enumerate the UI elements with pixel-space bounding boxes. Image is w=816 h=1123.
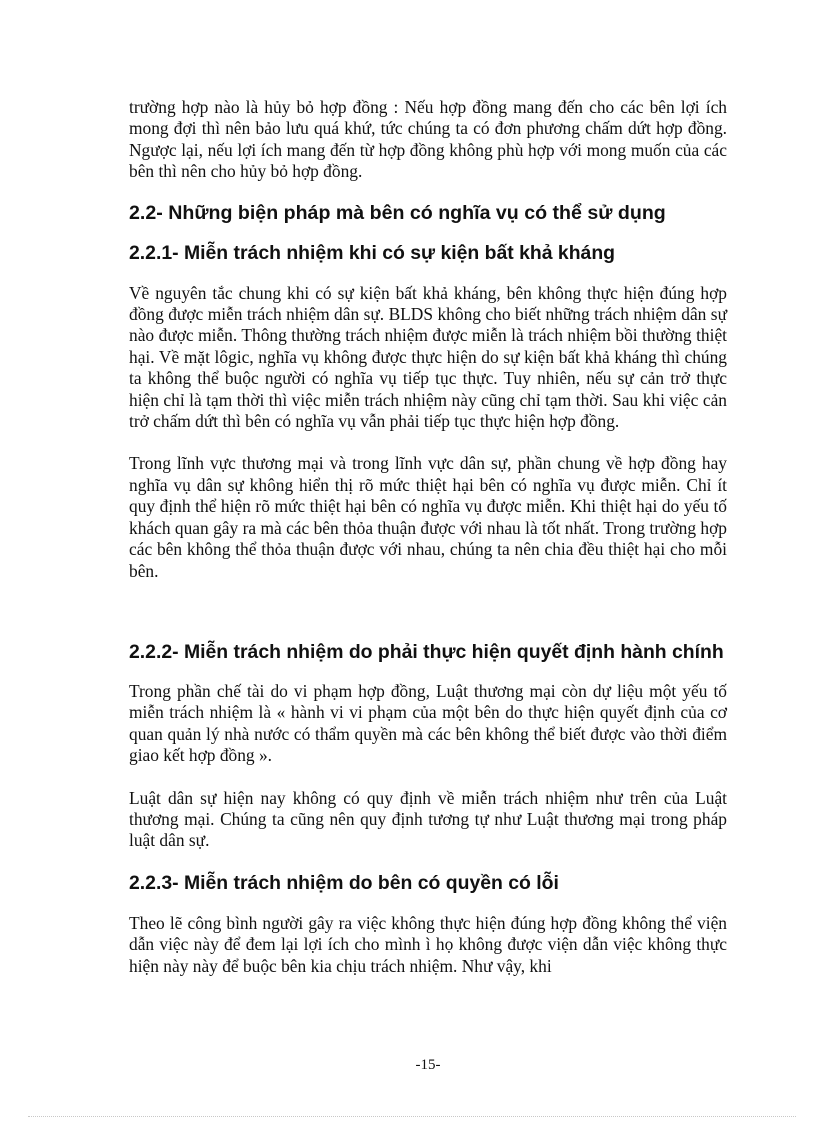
paragraph-2-2-1-a: Về nguyên tắc chung khi có sự kiện bất khả kháng, bên không thực hiện đúng hợp đồng được miễn trách nhiệm dân sự. BLDS không cho biết những trách nhiệm dân sự nào được miễn. Thông thường trách nhiệm được miễn là trách nhiệm bồi thường thiệt hại. Về mặt lôgic, nghĩa vụ không được thực hiện do sự kiện bất khả kháng thì chúng ta không thể buộc người có nghĩa vụ tiếp tục thực. Tuy nhiên, nếu sự cản trở thực hiện chỉ là tạm thời thì việc miễn trách nhiệm này cũng chỉ tạm thời. Sau khi việc cản trở chấm dứt thì bên có nghĩa vụ vẫn phải tiếp tục thực hiện hợp đồng. [129, 282, 727, 432]
page-content [129, 97, 727, 977]
subsection-heading-2-2-2: 2.2.2- Miễn trách nhiệm do phải thực hiện quyết định hành chính [129, 640, 724, 663]
subsection-heading-2-2-1: 2.2.1- Miễn trách nhiệm khi có sự kiện bất khả kháng [129, 241, 616, 264]
paragraph-2-2-1-b: Trong lĩnh vực thương mại và trong lĩnh vực dân sự, phần chung về hợp đồng hay nghĩa vụ dân sự không hiển thị rõ mức thiệt hại bên có nghĩa vụ được miễn. Chỉ ít quy định thể hiện rõ mức thiệt hại bên có nghĩa vụ được miễn. Khi thiệt hại do yếu tố khách quan gây ra mà các bên thỏa thuận được với nhau là tốt nhất. Trong trường hợp các bên không thể thỏa thuận được với nhau, chúng ta nên chia đều thiệt hại cho mỗi bên. [129, 453, 727, 581]
paragraph-2-2-2-b: Luật dân sự hiện nay không có quy định về miễn trách nhiệm như trên của Luật thương mại. Chúng ta cũng nên quy định tương tự như Luật thương mại trong pháp luật dân sự. [129, 787, 727, 851]
page-number: -15- [415, 1057, 441, 1073]
subsection-heading-2-2-3: 2.2.3- Miễn trách nhiệm do bên có quyền có lỗi [129, 871, 559, 894]
paragraph-2-2-2-a: Trong phần chế tài do vi phạm hợp đồng, Luật thương mại còn dự liệu một yếu tố miễn trách nhiệm là « hành vi vi phạm của một bên do thực hiện quyết định của cơ quan quản lý nhà nước có thẩm quyền mà các bên không thể biết được vào thời điểm giao kết hợp đồng ». [129, 680, 727, 766]
page-bottom-divider [28, 1116, 796, 1117]
paragraph-2-2-3-a: Theo lẽ công bình người gây ra việc không thực hiện đúng hợp đồng không thể viện dẫn việc này để đem lại lợi ích cho mình ì họ không được viện dẫn việc không thực hiện này này để buộc bên kia chịu trách nhiệm. Như vậy, khi [129, 912, 727, 976]
section-heading-2-2: 2.2- Những biện pháp mà bên có nghĩa vụ có thể sử dụng [129, 201, 666, 224]
intro-paragraph: trường hợp nào là hủy bỏ hợp đồng : Nếu hợp đồng mang đến cho các bên lợi ích mong đợi thì nên bảo lưu quá khứ, tức chúng ta có đơn phương chấm dứt hợp đồng. Ngược lại, nếu lợi ích mang đến từ hợp đồng không phù hợp với mong muốn của các bên thì nên cho hủy bỏ hợp đồng. [129, 97, 727, 182]
